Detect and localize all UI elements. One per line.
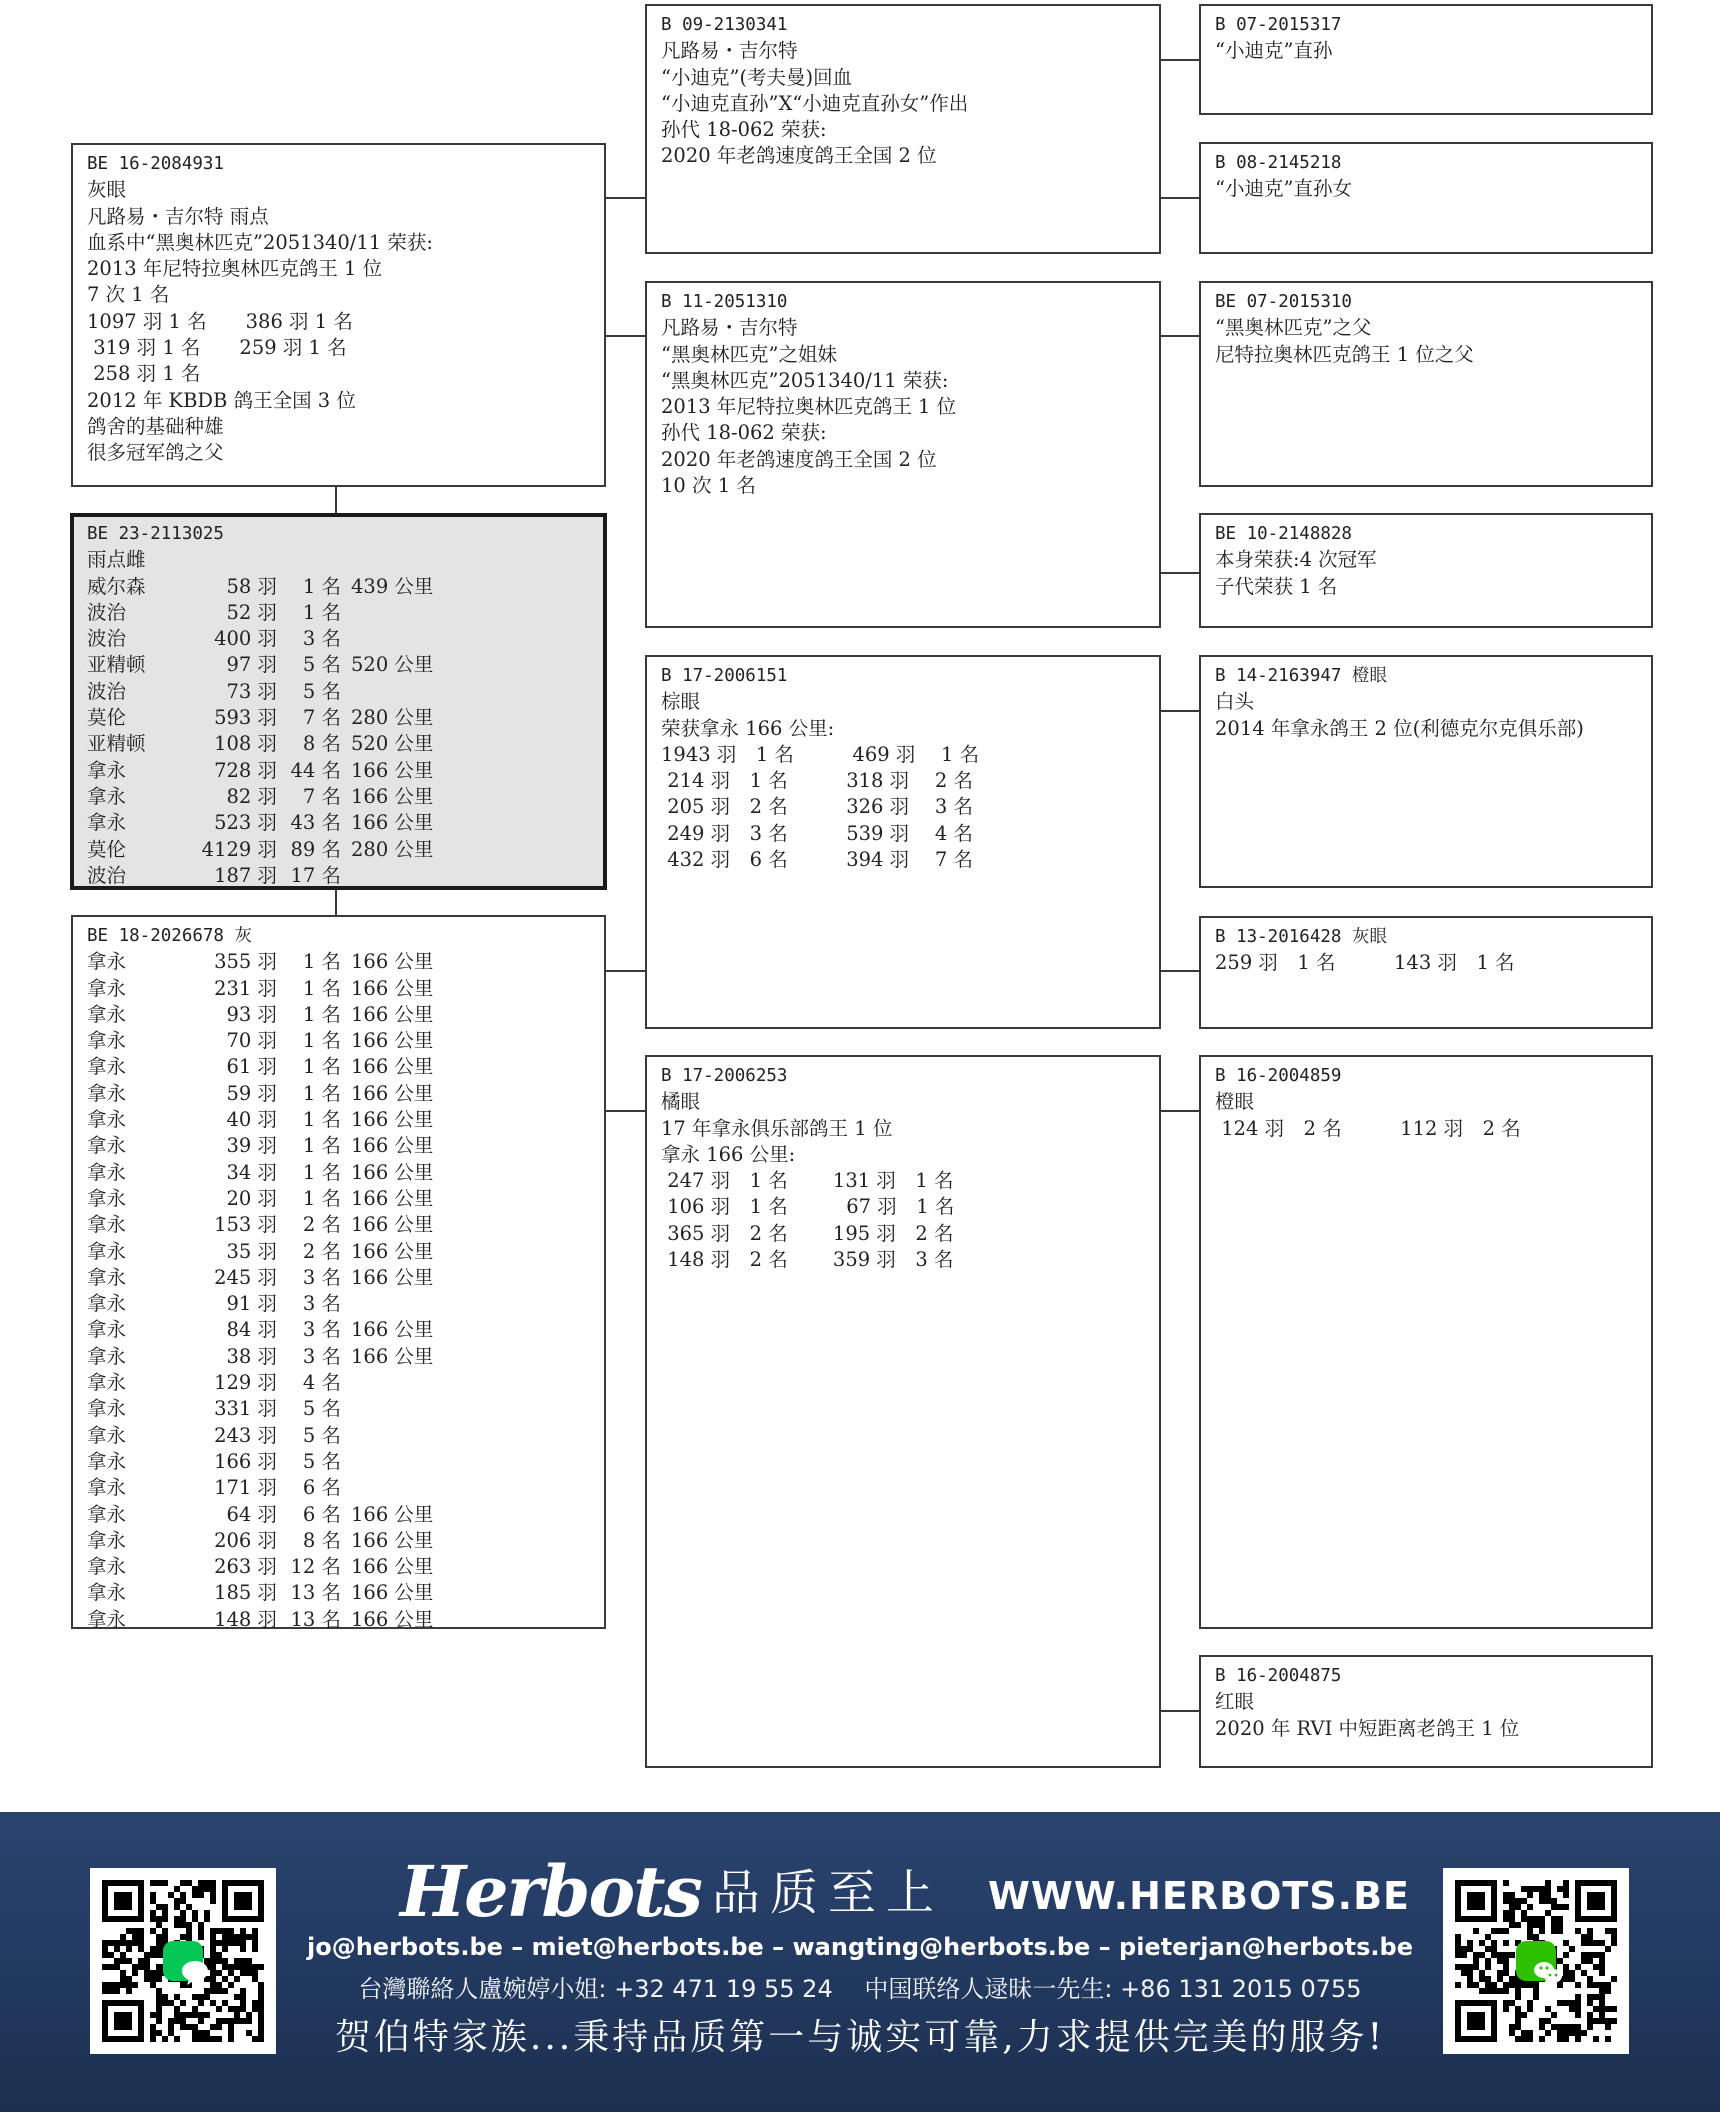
- placing: 1 名: [302, 1160, 341, 1184]
- dsd-card: [1199, 916, 1653, 1029]
- result-row: [87, 1607, 604, 1633]
- line-qr-code[interactable]: [90, 1868, 276, 2054]
- info-line: 17 年拿永俱乐部鸽王 1 位: [661, 1116, 893, 1140]
- race-location: 波治: [87, 627, 127, 651]
- bird-count: 331 羽: [214, 1397, 277, 1421]
- bird-count: 245 羽: [214, 1265, 277, 1289]
- info-line: “小迪克直孙”X“小迪克直孙女”作出: [661, 91, 969, 115]
- race-location: 拿永: [87, 1081, 127, 1105]
- bird-count: 148 羽: [214, 1607, 277, 1631]
- info-line: 258 羽 1 名: [87, 362, 201, 386]
- distance: 166 公里: [351, 1108, 434, 1132]
- connector-line: [1159, 197, 1201, 199]
- distance: 280 公里: [351, 837, 434, 861]
- bird-count: 61 羽: [226, 1055, 277, 1079]
- distance: 439 公里: [351, 574, 434, 598]
- info-line: 247 羽 1 名 131 羽 1 名: [661, 1169, 954, 1193]
- info-line: 2012 年 KBDB 鸽王全国 3 位: [87, 388, 356, 412]
- placing: 1 名: [302, 1055, 341, 1079]
- placing: 6 名: [302, 1502, 341, 1526]
- race-location: 拿永: [87, 784, 127, 808]
- connector-line: [1159, 710, 1201, 712]
- bird-count: 20 羽: [226, 1186, 277, 1210]
- race-location: 亚精顿: [87, 653, 146, 677]
- footer-banner: [0, 1812, 1720, 2112]
- bird-count: 84 羽: [226, 1318, 277, 1342]
- result-row: [87, 1449, 604, 1475]
- race-location: 拿永: [87, 950, 127, 974]
- race-location: 波治: [87, 679, 127, 703]
- result-row: [87, 574, 603, 600]
- result-row: [87, 976, 604, 1002]
- result-row: [87, 731, 603, 757]
- distance: 166 公里: [351, 1081, 434, 1105]
- distance: [341, 1370, 447, 1396]
- ring-number: BE 18-2026678 灰: [87, 926, 253, 946]
- dds-card: [1199, 1055, 1653, 1629]
- placing: 3 名: [302, 627, 341, 651]
- bird-count: 64 羽: [226, 1502, 277, 1526]
- bird-count: 91 羽: [226, 1292, 277, 1316]
- info-line: 很多冠军鸽之父: [87, 441, 224, 465]
- bird-count: 4129 羽: [201, 837, 277, 861]
- connector-line: [1159, 572, 1201, 574]
- race-location: 拿永: [87, 1397, 127, 1421]
- distance: [341, 1423, 447, 1449]
- bird-count: 187 羽: [214, 863, 277, 887]
- info-line: 249 羽 3 名 539 羽 4 名: [661, 821, 973, 845]
- connector-line: [604, 1110, 647, 1112]
- bird-count: 263 羽: [214, 1555, 277, 1579]
- ring-number: B 13-2016428 灰眼: [1215, 927, 1387, 947]
- result-row: [87, 1028, 604, 1054]
- placing: 3 名: [302, 1292, 341, 1316]
- bird-count: 38 羽: [226, 1344, 277, 1368]
- placing: 1 名: [302, 976, 341, 1000]
- connector-line: [335, 887, 337, 916]
- bird-count: 34 羽: [226, 1160, 277, 1184]
- ring-number: BE 10-2148828: [1215, 524, 1352, 544]
- distance: [341, 863, 447, 889]
- race-location: 拿永: [87, 1055, 127, 1079]
- info-line: 214 羽 1 名 318 羽 2 名: [661, 769, 973, 793]
- distance: 166 公里: [351, 1186, 434, 1210]
- distance: 166 公里: [351, 1607, 434, 1631]
- distance: 166 公里: [351, 1528, 434, 1552]
- race-location: 拿永: [87, 976, 127, 1000]
- ring-number: B 11-2051310: [661, 292, 788, 312]
- ring-number: B 09-2130341: [661, 15, 788, 35]
- wechat-qr-code[interactable]: [1443, 1868, 1629, 2054]
- result-row: [87, 837, 603, 863]
- distance: 166 公里: [351, 1002, 434, 1026]
- info-line: “黑奥林匹克”之姐妹: [661, 342, 837, 366]
- placing: 3 名: [302, 1265, 341, 1289]
- result-row: [87, 652, 603, 678]
- subject-card: [70, 513, 607, 890]
- distance: 166 公里: [351, 1502, 434, 1526]
- info-line: 荣获拿永 166 公里:: [661, 716, 835, 740]
- sire-sire-card: [645, 4, 1161, 254]
- ring-number: BE 16-2084931: [87, 154, 224, 174]
- distance: 166 公里: [351, 976, 434, 1000]
- info-line: 雨点雌: [87, 548, 146, 572]
- info-line: 2020 年老鸽速度鸽王全国 2 位: [661, 447, 937, 471]
- result-row: [87, 1317, 604, 1343]
- info-line: 259 羽 1 名 143 羽 1 名: [1215, 951, 1515, 975]
- bird-count: 39 羽: [226, 1134, 277, 1158]
- info-line: 2020 年老鸽速度鸽王全国 2 位: [661, 144, 937, 168]
- race-location: 拿永: [87, 1344, 127, 1368]
- placing: 7 名: [302, 784, 341, 808]
- distance: [341, 679, 447, 705]
- line-icon: [163, 1941, 203, 1981]
- info-line: 孙代 18-062 荣获:: [661, 118, 827, 142]
- placing: 1 名: [302, 1108, 341, 1132]
- connector-line: [604, 197, 647, 199]
- info-line: 7 次 1 名: [87, 283, 170, 307]
- distance: [341, 1396, 447, 1422]
- website-link[interactable]: WWW.HERBOTS.BE: [988, 1874, 1411, 1918]
- ssd-card: [1199, 142, 1653, 254]
- info-line: 106 羽 1 名 67 羽 1 名: [661, 1195, 955, 1219]
- connector-line: [1159, 1110, 1201, 1112]
- race-location: 拿永: [87, 1134, 127, 1158]
- info-line: 橙眼: [1215, 1090, 1255, 1114]
- info-line: “小迪克”直孙女: [1215, 177, 1352, 201]
- bird-count: 97 羽: [226, 653, 277, 677]
- placing: 5 名: [302, 1423, 341, 1447]
- bird-count: 93 羽: [226, 1002, 277, 1026]
- race-location: 拿永: [87, 1371, 127, 1395]
- result-row: [87, 1475, 604, 1501]
- placing: 1 名: [302, 1186, 341, 1210]
- result-row: [87, 784, 603, 810]
- race-location: 拿永: [87, 1555, 127, 1579]
- bird-count: 82 羽: [226, 784, 277, 808]
- distance: 166 公里: [351, 1160, 434, 1184]
- result-row: [87, 600, 603, 626]
- info-line: 本身荣获:4 次冠军: [1215, 548, 1377, 572]
- placing: 1 名: [302, 1081, 341, 1105]
- placing: 44 名: [290, 758, 341, 782]
- distance: 166 公里: [351, 1213, 434, 1237]
- placing: 12 名: [290, 1555, 341, 1579]
- distance: 166 公里: [351, 1318, 434, 1342]
- bird-count: 108 羽: [214, 732, 277, 756]
- contact-emails[interactable]: jo@herbots.be – miet@herbots.be – wangting@herbots.be – pieterjan@herbots.be: [306, 1933, 1413, 1961]
- distance: [341, 1449, 447, 1475]
- race-location: 威尔森: [87, 574, 146, 598]
- result-row: [87, 1054, 604, 1080]
- placing: 5 名: [302, 679, 341, 703]
- result-row: [87, 1186, 604, 1212]
- bird-count: 593 羽: [214, 706, 277, 730]
- race-location: 拿永: [87, 1186, 127, 1210]
- sss-card: [1199, 4, 1653, 115]
- connector-line: [1159, 59, 1201, 61]
- info-line: “黑奥林匹克”2051340/11 荣获:: [661, 368, 949, 392]
- race-location: 莫伦: [87, 837, 127, 861]
- race-location: 拿永: [87, 1292, 127, 1316]
- sds-card: [1199, 281, 1653, 487]
- race-location: 拿永: [87, 1476, 127, 1500]
- result-row: [87, 705, 603, 731]
- info-line: 1097 羽 1 名 386 羽 1 名: [87, 309, 353, 333]
- placing: 43 名: [290, 811, 341, 835]
- info-line: 10 次 1 名: [661, 474, 756, 498]
- info-line: “小迪克”直孙: [1215, 39, 1333, 63]
- info-line: 拿永 166 公里:: [661, 1142, 796, 1166]
- ring-number: BE 23-2113025: [87, 524, 224, 544]
- result-row: [87, 1160, 604, 1186]
- result-row: [87, 1133, 604, 1159]
- info-line: 2013 年尼特拉奥林匹克鸽王 1 位: [661, 395, 957, 419]
- race-location: 拿永: [87, 1213, 127, 1237]
- ring-number: B 17-2006151: [661, 666, 788, 686]
- connector-line: [1159, 1710, 1201, 1712]
- bird-count: 58 羽: [226, 574, 277, 598]
- info-line: 凡路易・吉尔特 雨点: [87, 204, 269, 228]
- result-row: [87, 1002, 604, 1028]
- info-line: 432 羽 6 名 394 羽 7 名: [661, 848, 973, 872]
- info-line: 白头: [1215, 690, 1255, 714]
- bird-count: 52 羽: [226, 600, 277, 624]
- sire-dam-card: [645, 281, 1161, 628]
- distance: [341, 626, 447, 652]
- bird-count: 728 羽: [214, 758, 277, 782]
- info-line: 凡路易・吉尔特: [661, 39, 798, 63]
- race-location: 拿永: [87, 1029, 127, 1053]
- dam-sire-card: [645, 655, 1161, 1029]
- wechat-icon: [1516, 1941, 1556, 1981]
- race-location: 拿永: [87, 1265, 127, 1289]
- placing: 1 名: [302, 600, 341, 624]
- result-row: [87, 1291, 604, 1317]
- race-location: 拿永: [87, 1449, 127, 1473]
- connector-line: [335, 485, 337, 514]
- info-line: “小迪克”(考夫曼)回血: [661, 65, 853, 89]
- distance: 520 公里: [351, 653, 434, 677]
- bird-count: 73 羽: [226, 679, 277, 703]
- result-row: [87, 1423, 604, 1449]
- sire-card: [71, 143, 606, 487]
- distance: 166 公里: [351, 1581, 434, 1605]
- bird-count: 400 羽: [214, 627, 277, 651]
- bird-count: 59 羽: [226, 1081, 277, 1105]
- race-location: 波治: [87, 600, 127, 624]
- distance: 166 公里: [351, 784, 434, 808]
- placing: 13 名: [290, 1581, 341, 1605]
- info-line: 血系中“黑奥林匹克”2051340/11 荣获:: [87, 230, 433, 254]
- placing: 2 名: [302, 1213, 341, 1237]
- info-line: 205 羽 2 名 326 羽 3 名: [661, 795, 973, 819]
- info-line: 橘眼: [661, 1090, 701, 1114]
- result-row: [87, 810, 603, 836]
- distance: 166 公里: [351, 1555, 434, 1579]
- brand-row: [400, 1850, 1411, 1933]
- placing: 1 名: [302, 1002, 341, 1026]
- result-row: [87, 1107, 604, 1133]
- result-row: [87, 1396, 604, 1422]
- race-location: 拿永: [87, 1108, 127, 1132]
- bird-count: 185 羽: [214, 1581, 277, 1605]
- result-row: [87, 1212, 604, 1238]
- race-location: 莫伦: [87, 706, 127, 730]
- placing: 1 名: [302, 950, 341, 974]
- placing: 17 名: [290, 863, 341, 887]
- bird-count: 171 羽: [214, 1476, 277, 1500]
- result-row: [87, 1370, 604, 1396]
- race-location: 拿永: [87, 1528, 127, 1552]
- distance: 166 公里: [351, 1239, 434, 1263]
- result-row: [87, 1502, 604, 1528]
- info-line: 鸽舍的基础种雄: [87, 414, 224, 438]
- result-row: [87, 1081, 604, 1107]
- distance: [341, 1475, 447, 1501]
- ring-number: BE 07-2015310: [1215, 292, 1352, 312]
- race-location: 拿永: [87, 811, 127, 835]
- info-line: 棕眼: [661, 690, 701, 714]
- placing: 4 名: [302, 1371, 341, 1395]
- bird-count: 40 羽: [226, 1108, 277, 1132]
- info-line: 148 羽 2 名 359 羽 3 名: [661, 1248, 954, 1272]
- placing: 5 名: [302, 653, 341, 677]
- result-row: [87, 1580, 604, 1606]
- distance: 166 公里: [351, 1029, 434, 1053]
- result-row: [87, 758, 603, 784]
- ring-number: B 08-2145218: [1215, 153, 1342, 173]
- ddd-card: [1199, 1655, 1653, 1768]
- info-line: 2020 年 RVI 中短距离老鸽王 1 位: [1215, 1716, 1520, 1740]
- distance: 166 公里: [351, 811, 434, 835]
- race-location: 波治: [87, 863, 127, 887]
- connector-line: [1159, 970, 1201, 972]
- dam-card: [71, 915, 606, 1629]
- brand-slogan: 品质至上: [712, 1865, 945, 1921]
- placing: 8 名: [302, 1528, 341, 1552]
- info-line: 365 羽 2 名 195 羽 2 名: [661, 1221, 954, 1245]
- bird-count: 231 羽: [214, 976, 277, 1000]
- race-location: 拿永: [87, 1160, 127, 1184]
- bird-count: 70 羽: [226, 1029, 277, 1053]
- bird-count: 166 羽: [214, 1449, 277, 1473]
- race-location: 拿永: [87, 1239, 127, 1263]
- placing: 3 名: [302, 1318, 341, 1342]
- bird-count: 129 羽: [214, 1371, 277, 1395]
- distance: [341, 600, 447, 626]
- placing: 2 名: [302, 1239, 341, 1263]
- result-row: [87, 1554, 604, 1580]
- info-line: 孙代 18-062 荣获:: [661, 421, 827, 445]
- distance: 166 公里: [351, 1265, 434, 1289]
- race-location: 亚精顿: [87, 732, 146, 756]
- result-row: [87, 1265, 604, 1291]
- race-location: 拿永: [87, 758, 127, 782]
- placing: 6 名: [302, 1476, 341, 1500]
- connector-line: [1159, 335, 1201, 337]
- placing: 1 名: [302, 1134, 341, 1158]
- info-line: 2013 年尼特拉奥林匹克鸽王 1 位: [87, 257, 383, 281]
- result-row: [87, 949, 604, 975]
- distance: 166 公里: [351, 758, 434, 782]
- bird-count: 35 羽: [226, 1239, 277, 1263]
- result-row: [87, 1239, 604, 1265]
- placing: 1 名: [302, 574, 341, 598]
- placing: 3 名: [302, 1344, 341, 1368]
- info-line: “黑奥林匹克”之父: [1215, 316, 1372, 340]
- dam-dam-card: [645, 1055, 1161, 1768]
- distance: 520 公里: [351, 732, 434, 756]
- distance: 166 公里: [351, 950, 434, 974]
- info-line: 1943 羽 1 名 469 羽 1 名: [661, 742, 980, 766]
- connector-line: [604, 335, 647, 337]
- bird-count: 355 羽: [214, 950, 277, 974]
- placing: 13 名: [290, 1607, 341, 1631]
- ring-number: B 17-2006253: [661, 1066, 788, 1086]
- ring-number: B 14-2163947 橙眼: [1215, 666, 1387, 686]
- ring-number: B 07-2015317: [1215, 15, 1342, 35]
- race-location: 拿永: [87, 1581, 127, 1605]
- race-location: 拿永: [87, 1607, 127, 1631]
- distance: 280 公里: [351, 706, 434, 730]
- placing: 5 名: [302, 1449, 341, 1473]
- footer-motto: 贺伯特家族...秉持品质第一与诚实可靠,力求提供完美的服务!: [334, 2017, 1386, 2058]
- dss-card: [1199, 655, 1653, 888]
- placing: 89 名: [290, 837, 341, 861]
- ring-number: B 16-2004875: [1215, 1666, 1342, 1686]
- contact-phones: 台灣聯絡人盧婉婷小姐: +32 471 19 55 24 中国联络人逯昧一先生: +86 131 2015 0755: [358, 1975, 1362, 2003]
- placing: 7 名: [302, 706, 341, 730]
- sdd-card: [1199, 513, 1653, 628]
- bird-count: 206 羽: [214, 1528, 277, 1552]
- info-line: 子代荣获 1 名: [1215, 574, 1338, 598]
- info-line: 124 羽 2 名 112 羽 2 名: [1215, 1116, 1521, 1140]
- info-line: 2014 年拿永鸽王 2 位(利德克尔克俱乐部): [1215, 716, 1584, 740]
- result-row: [87, 1344, 604, 1370]
- bird-count: 153 羽: [214, 1213, 277, 1237]
- distance: 166 公里: [351, 1055, 434, 1079]
- result-row: [87, 626, 603, 652]
- placing: 1 名: [302, 1029, 341, 1053]
- result-row: [87, 1528, 604, 1554]
- result-row: [87, 863, 603, 889]
- race-location: 拿永: [87, 1318, 127, 1342]
- bird-count: 523 羽: [214, 811, 277, 835]
- ring-number: B 16-2004859: [1215, 1066, 1342, 1086]
- result-row: [87, 679, 603, 705]
- distance: 166 公里: [351, 1134, 434, 1158]
- race-location: 拿永: [87, 1423, 127, 1447]
- info-line: 灰眼: [87, 178, 127, 202]
- info-line: 尼特拉奥林匹克鸽王 1 位之父: [1215, 342, 1474, 366]
- info-line: 319 羽 1 名 259 羽 1 名: [87, 336, 347, 360]
- connector-line: [604, 970, 647, 972]
- placing: 5 名: [302, 1397, 341, 1421]
- info-line: 红眼: [1215, 1690, 1255, 1714]
- bird-count: 243 羽: [214, 1423, 277, 1447]
- distance: 166 公里: [351, 1344, 434, 1368]
- race-location: 拿永: [87, 1502, 127, 1526]
- herbots-logo: Herbots: [400, 1850, 701, 1933]
- placing: 8 名: [302, 732, 341, 756]
- info-line: 凡路易・吉尔特: [661, 316, 798, 340]
- distance: [341, 1291, 447, 1317]
- race-location: 拿永: [87, 1002, 127, 1026]
